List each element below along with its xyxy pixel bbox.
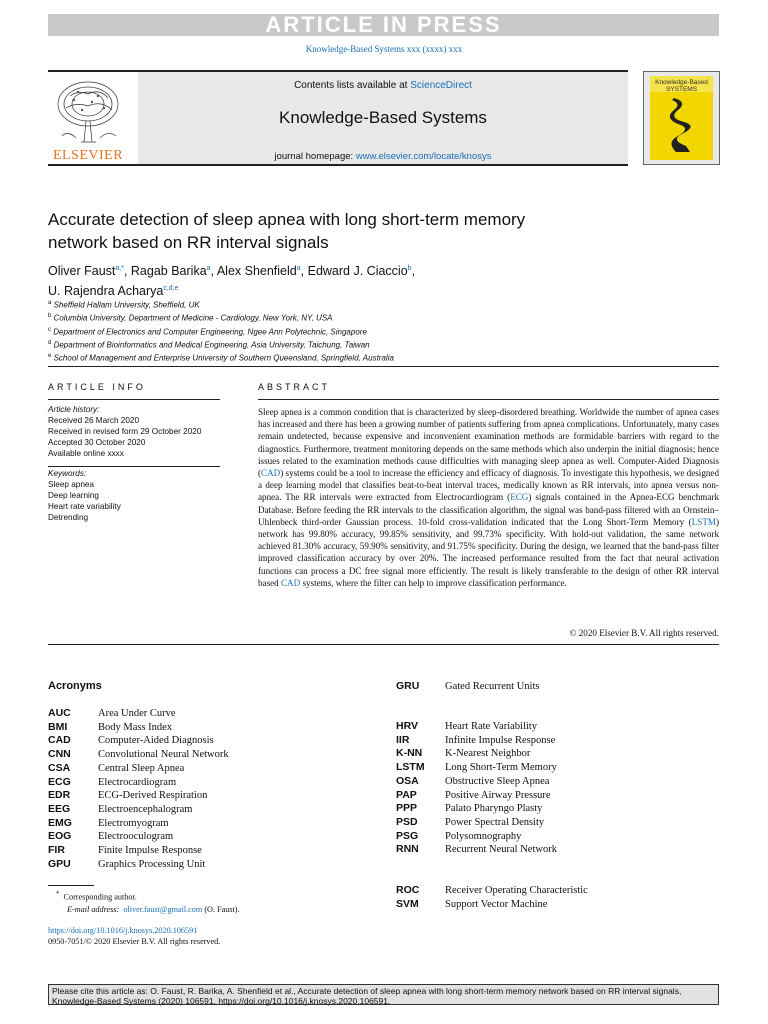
- acronyms-column-right: [396, 720, 719, 860]
- author-affiliation-marker[interactable]: b: [407, 265, 412, 272]
- author-list: [48, 260, 518, 300]
- author-name[interactable]: U. Rajendra Acharya: [48, 284, 164, 299]
- keyword-item: Sleep apnea: [48, 480, 94, 489]
- acronym-row: [48, 844, 378, 858]
- header-rule-bottom: [48, 164, 628, 166]
- acronym-definition: Finite Impulse Response: [98, 845, 202, 856]
- acronym-definition: Body Mass Index: [98, 721, 173, 733]
- acronym-term: EMG: [48, 816, 72, 829]
- acronym-term: CNN: [48, 748, 71, 761]
- acronym-row: [396, 775, 719, 789]
- abstract-segment: ) signals contained in the Apnea-ECG benchmark Database. Before feeding the RR intervals to the classification algorithm, the signal was band-pass filtered with an Ornstein–Uhlenbeck third-order Gaussian process. 10-fold cross-validation indicated that the Long Short-Term Memory (: [258, 492, 719, 527]
- acronym-term: K-NN: [396, 747, 423, 760]
- acronym-definition: Heart Rate Variability: [445, 721, 537, 732]
- acronym-row: [48, 858, 378, 872]
- history-item: Received 26 March 2020: [48, 416, 140, 425]
- article-info-heading: ARTICLE INFO: [48, 382, 146, 392]
- acronym-row: [48, 776, 378, 790]
- article-info-panel: [48, 404, 220, 523]
- sciencedirect-link[interactable]: ScienceDirect: [410, 80, 472, 91]
- acronym-row: [48, 817, 378, 831]
- author-name[interactable]: Ragab Barika: [130, 264, 207, 279]
- acronym-definition: Computer-Aided Diagnosis: [98, 735, 214, 747]
- affiliation-line: [48, 298, 648, 311]
- acronym-link[interactable]: LSTM: [691, 516, 716, 527]
- section-rule-top: [48, 366, 719, 367]
- author-affiliation-marker[interactable]: c,d,e: [163, 285, 179, 293]
- acronym-row: [48, 734, 378, 748]
- author-name[interactable]: Alex Shenfield: [216, 264, 297, 279]
- acronym-row: [48, 762, 378, 776]
- cover-title: Knowledge-Based SYSTEMS: [655, 79, 708, 93]
- elsevier-logo[interactable]: [48, 76, 128, 164]
- acronym-term: ECG: [48, 775, 71, 788]
- affiliation-line: [48, 351, 648, 364]
- affiliation-text: Columbia University, Department of Medicine - Cardiology, New York, NY, USA: [53, 314, 333, 324]
- article-title: [48, 208, 608, 254]
- acronym-definition: K-Nearest Neighbor: [445, 748, 531, 760]
- history-item: Available online xxxx: [48, 449, 124, 458]
- author-affiliation-marker[interactable]: a: [206, 265, 211, 272]
- affiliation-marker: d: [48, 340, 52, 347]
- acronym-term: PAP: [396, 788, 417, 801]
- acronym-term: SVM: [396, 897, 419, 910]
- acronym-term: GRU: [396, 680, 420, 692]
- affiliation-text: Department of Bioinformatics and Medical Engineering, Asia University, Taichung, Taiwan: [53, 340, 370, 350]
- acronym-term: OSA: [396, 774, 419, 787]
- keywords-rule: [48, 466, 220, 467]
- abstract-heading: ABSTRACT: [258, 382, 331, 392]
- acronym-row: [396, 843, 719, 857]
- email-label: E-mail address:: [67, 904, 120, 914]
- acronym-row: [396, 680, 719, 694]
- affiliation-text: Sheffield Hallam University, Sheffield, UK: [53, 300, 200, 310]
- doi-block: [48, 925, 348, 947]
- acronym-link[interactable]: CAD: [261, 468, 281, 479]
- acronym-definition: Power Spectral Density: [445, 816, 545, 828]
- contents-available-line: [138, 80, 628, 91]
- acronym-definition: Area Under Curve: [98, 708, 176, 719]
- article-title-line-2: network based on RR interval signals: [48, 233, 329, 252]
- article-history-label: Article history:: [48, 405, 100, 414]
- acronym-definition: Electroencephalogram: [98, 803, 193, 815]
- abstract-segment: Sleep apnea is a common condition that is characterized by sleep-disordered breathing. Worldwide the number of apnea cases has increased and there has been a growing number of patients suffering from apnea complications. Unfortunately, many cases remain undetected, because expensive and inconvenient examination methods are formidable barriers with regard to the diagnostics. Furthermore, treatment monitoring depends on the same methods which also underpin the initial diagnosis; hence issues related to the examination methods cause difficulties with managing sleep apnea as well. Computer-Aided Diagnosis (: [258, 407, 719, 479]
- acronym-definition: Long Short-Term Memory: [445, 762, 557, 774]
- acronyms-column-left: [48, 707, 378, 877]
- acronym-term: BMI: [48, 720, 68, 733]
- footnote-marker: *: [56, 891, 60, 898]
- author-name[interactable]: Edward J. Ciaccio: [307, 264, 408, 279]
- acronym-definition: Electromyogram: [98, 817, 169, 829]
- acronym-term: PPP: [396, 802, 418, 815]
- author-email-link[interactable]: oliver.faust@gmail.com: [123, 904, 203, 914]
- affiliation-list: [48, 298, 648, 365]
- section-rule-bottom: [48, 644, 719, 645]
- journal-reference-link[interactable]: Knowledge-Based Systems xxx (xxxx) xxx: [305, 44, 463, 54]
- affiliation-marker: c: [48, 326, 51, 333]
- abstract-segment: ) systems could be a tool to increase the efficiency and efficacy of diagnosis. To investigate this hypothesis, we designed a deep learning model that classifies beat-to-beat interval traces, medically known as RR intervals, into apnea versus non-apnea. The RR intervals were extracted from Electrocardiogram (: [258, 468, 719, 503]
- keywords-label: Keywords:: [48, 469, 87, 478]
- acronym-row: [396, 734, 719, 748]
- affiliation-line: [48, 338, 648, 351]
- abstract-segment: ) network has 99.80% accuracy, 99.85% sensitivity, and 99.73% specificity. With hold-out validation, the same network achieved 81.30% accuracy, 59.90% sensitivity, and 91.75% specificity. During the design, we learned that the band-pass filter improved classification accuracy by over 20%. The increased performance resulted from the fact that neural activation functions can process a DC free signal more efficiently. The result is likely transferable to the design of other RR interval based: [258, 516, 719, 588]
- acronym-row: [396, 898, 719, 912]
- acronym-term: AUC: [48, 707, 71, 719]
- acronym-definition: Receiver Operating Characteristic: [445, 885, 588, 896]
- acronym-row: [396, 830, 719, 844]
- acronym-row: [396, 747, 719, 761]
- acronym-term: EDR: [48, 789, 71, 802]
- affiliation-marker: b: [48, 313, 52, 320]
- acronym-row: [48, 789, 378, 803]
- journal-homepage-link[interactable]: www.elsevier.com/locate/knosys: [355, 151, 492, 162]
- acronym-row: [396, 802, 719, 816]
- footnote-line-1: [48, 889, 348, 904]
- acronym-definition: Palato Pharyngo Plasty: [445, 803, 543, 815]
- affiliation-line: [48, 325, 648, 338]
- acronym-row: [48, 803, 378, 817]
- acronym-row: [396, 816, 719, 830]
- footnote-line-2: [48, 904, 348, 916]
- affiliation-marker: e: [48, 353, 52, 360]
- footnote-rule: [48, 885, 94, 886]
- author-name[interactable]: Oliver Faust: [48, 264, 116, 279]
- contents-prefix: Contents lists available at: [294, 80, 411, 91]
- acronym-term: IIR: [396, 733, 410, 746]
- acronym-definition: Electrocardiogram: [98, 776, 177, 788]
- acronyms-heading: Acronyms: [48, 680, 102, 692]
- corresponding-author-footnote: [48, 889, 348, 916]
- article-info-rule: [48, 399, 220, 400]
- abstract-segment: systems, where the filter can help to improve classification performance.: [300, 577, 567, 588]
- journal-homepage-line: [138, 151, 628, 162]
- acronym-link[interactable]: CAD: [280, 577, 301, 588]
- article-history-list: [48, 415, 220, 459]
- journal-cover-thumbnail[interactable]: [643, 71, 720, 165]
- acronym-term: ROC: [396, 884, 420, 896]
- keyword-item: Deep learning: [48, 491, 99, 500]
- keyword-item: Heart rate variability: [48, 502, 121, 511]
- history-item: Accepted 30 October 2020: [48, 438, 146, 447]
- homepage-prefix: journal homepage:: [274, 151, 356, 162]
- acronym-term: RNN: [396, 843, 419, 856]
- acronym-term: GPU: [48, 857, 71, 870]
- acronym-definition: Positive Airway Pressure: [445, 789, 551, 801]
- acronym-row: [396, 761, 719, 775]
- elsevier-wordmark: ELSEVIER: [52, 148, 124, 163]
- article-title-line-1: Accurate detection of sleep apnea with long short-term memory: [48, 210, 526, 229]
- acronym-term: CAD: [48, 734, 71, 747]
- acronym-link[interactable]: ECG: [510, 492, 529, 503]
- acronym-definition: Graphics Processing Unit: [98, 858, 206, 870]
- keywords-list: [48, 479, 220, 523]
- abstract-copyright: © 2020 Elsevier B.V. All rights reserved.: [569, 628, 719, 638]
- affiliation-line: [48, 311, 648, 324]
- abstract-rule: [258, 399, 719, 400]
- acronym-term: PSG: [396, 829, 419, 842]
- acronym-definition: Central Sleep Apnea: [98, 762, 185, 774]
- author-affiliation-marker[interactable]: a: [296, 265, 301, 272]
- affiliation-marker: a: [48, 300, 52, 306]
- acronym-definition: Recurrent Neural Network: [445, 844, 557, 856]
- acronym-term: FIR: [48, 844, 65, 856]
- doi-link[interactable]: https://doi.org/10.1016/j.knosys.2020.106591: [48, 926, 198, 935]
- acronym-row: [48, 748, 378, 762]
- journal-name: Knowledge-Based Systems: [279, 108, 487, 127]
- corresponding-author-text: Corresponding author.: [63, 892, 137, 902]
- issn-copyright: 0950-7051/© 2020 Elsevier B.V. All rights reserved.: [48, 937, 221, 946]
- acronym-term: CSA: [48, 761, 71, 774]
- acronym-term: PSD: [396, 815, 418, 828]
- author-affiliation-marker[interactable]: a,*: [115, 265, 124, 272]
- acronym-row: [48, 830, 378, 844]
- acronym-term: EEG: [48, 802, 71, 815]
- acronym-definition: Polysomnography: [445, 830, 522, 842]
- acronym-row: [48, 707, 378, 721]
- acronym-definition: Support Vector Machine: [445, 898, 548, 910]
- acronyms-column-right-top: [396, 680, 719, 694]
- acronyms-column-right-bottom: [396, 884, 719, 914]
- abstract-text: [258, 406, 719, 589]
- keyword-item: Detrending: [48, 513, 89, 522]
- acronym-term: LSTM: [396, 761, 425, 774]
- acronym-definition: Convolutional Neural Network: [98, 749, 229, 761]
- author-separator: ,: [300, 264, 308, 279]
- acronym-definition: Obstructive Sleep Apnea: [445, 775, 550, 787]
- acronym-definition: Electrooculogram: [98, 831, 174, 843]
- acronym-definition: ECG-Derived Respiration: [98, 790, 208, 802]
- acronym-definition: Gated Recurrent Units: [445, 681, 540, 692]
- history-item: Received in revised form 29 October 2020: [48, 427, 202, 436]
- acronym-row: [396, 789, 719, 803]
- acronym-row: [48, 721, 378, 735]
- affiliation-text: School of Management and Enterprise University of Southern Queensland, Springfield, Australia: [53, 354, 394, 364]
- acronym-term: EOG: [48, 830, 72, 843]
- acronym-row: [396, 720, 719, 734]
- author-separator: ,: [210, 264, 217, 279]
- email-suffix: (O. Faust).: [202, 904, 240, 914]
- acronym-term: HRV: [396, 720, 418, 732]
- author-separator: ,: [123, 264, 131, 279]
- author-separator: ,: [411, 264, 416, 279]
- article-in-press-banner: ARTICLE IN PRESS: [48, 14, 719, 36]
- acronym-row: [396, 884, 719, 898]
- affiliation-text: Department of Electronics and Computer Engineering, Ngee Ann Polytechnic, Singapore: [53, 327, 367, 337]
- acronym-definition: Infinite Impulse Response: [445, 734, 556, 746]
- citation-notice: Please cite this article as: O. Faust, R. Barika, A. Shenfield et al., Accurate detection of sleep apnea with long short-term memory network based on RR interval signals, Knowledge-Based Systems (2020) 106591, https://doi.org/10.1016/j.knosys.2020.106591.: [48, 984, 719, 1005]
